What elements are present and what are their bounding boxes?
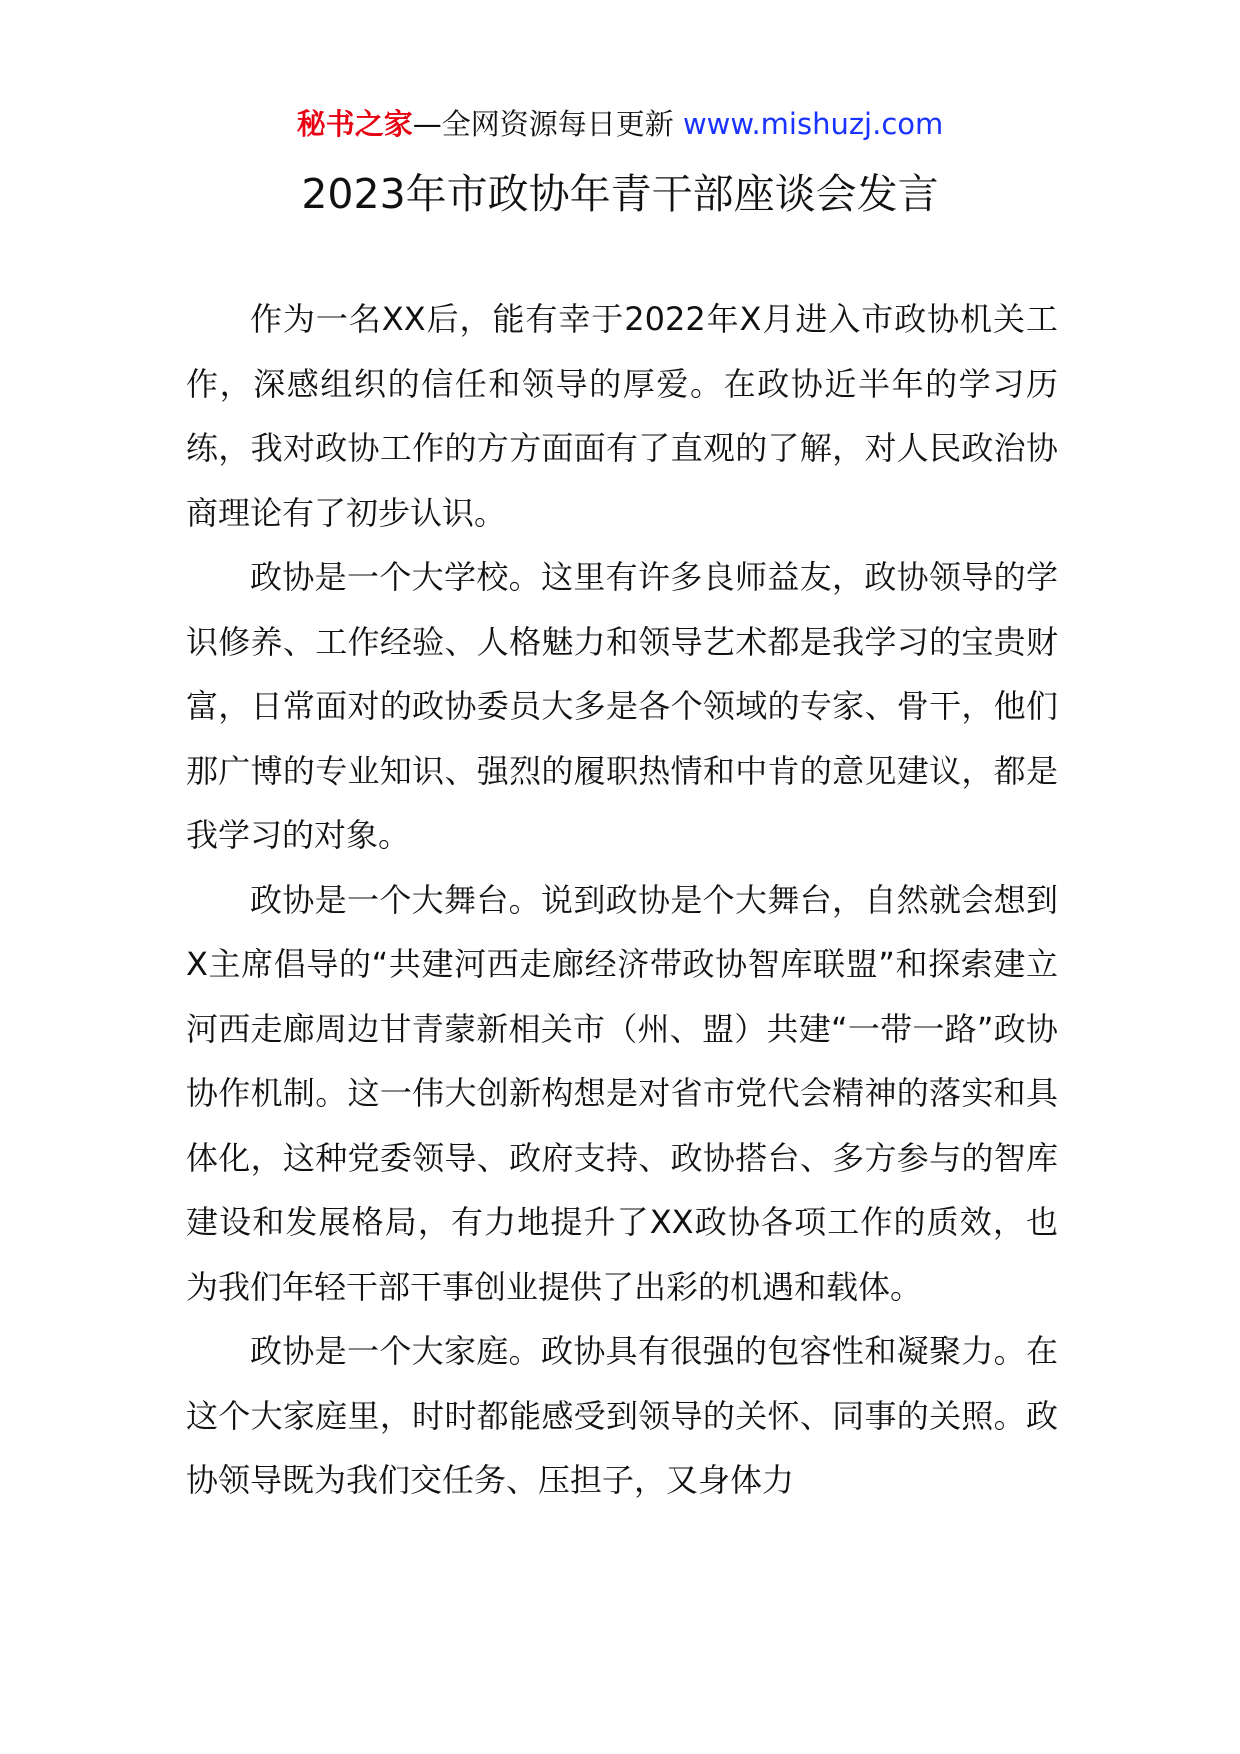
document-title: 2023年市政协年青干部座谈会发言	[301, 170, 939, 218]
website-link[interactable]: www.mishuzj.com	[682, 107, 944, 141]
paragraph: 政协是一个大家庭。政协具有很强的包容性和凝聚力。在这个大家庭里，时时都能感受到领导的关怀、同事的关照。政协领导既为我们交任务、压担子，又身体力	[186, 1332, 1058, 1499]
header-slogan: —全网资源每日更新	[412, 107, 674, 141]
source-header	[0, 104, 1240, 144]
paragraph: 政协是一个大学校。这里有许多良师益友，政协领导的学识修养、工作经验、人格魅力和领导艺术都是我学习的宝贵财富，日常面对的政协委员大多是各个领域的专家、骨干，他们那广博的专业知识、强烈的履职热情和中肯的意见建议，都是我学习的对象。	[186, 558, 1058, 854]
paragraph: 政协是一个大舞台。说到政协是个大舞台，自然就会想到X主席倡导的“共建河西走廊经济带政协智库联盟”和探索建立河西走廊周边甘青蒙新相关市（州、盟）共建“一带一路”政协协作机制。这一伟大创新构想是对省市党代会精神的落实和具体化，这种党委领导、政府支持、政协搭台、多方参与的智库建设和发展格局，有力地提升了XX政协各项工作的质效，也为我们年轻干部干事创业提供了出彩的机遇和载体。	[186, 880, 1058, 1306]
brand-name: 秘书之家	[296, 107, 413, 141]
document-body	[186, 287, 1058, 1513]
paragraph: 作为一名XX后，能有幸于2022年X月进入市政协机关工作，深感组织的信任和领导的厚爱。在政协近半年的学习历练，我对政协工作的方方面面有了直观的了解，对人民政治协商理论有了初步认识。	[186, 300, 1058, 532]
